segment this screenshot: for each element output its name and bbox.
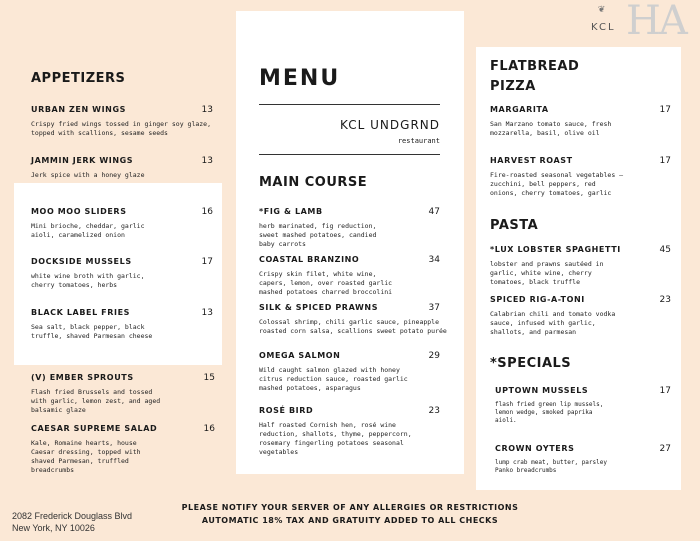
menu-item	[495, 386, 671, 425]
item-price: 13	[201, 156, 213, 166]
item-desc: lump crab meat, butter, parsley Panko breadcrumbs	[495, 459, 607, 474]
item-price: 13	[201, 105, 213, 115]
item-desc: white wine broth with garlic, cherry tomatoes, herbs	[31, 272, 145, 289]
item-price: 17	[659, 105, 671, 115]
item-desc: Colossal shrimp, chili garlic sauce, pineapple roasted corn salsa, scallions sweet potato purée	[259, 318, 447, 335]
address-line-2: New York, NY 10026	[12, 523, 95, 533]
address-line-1: 2082 Frederick Douglass Blvd	[12, 511, 133, 521]
item-price: 29	[428, 351, 440, 361]
item-name: (V) EMBER SPROUTS	[31, 373, 134, 382]
menu-item	[495, 444, 671, 475]
item-desc: Mini brioche, cheddar, garlic aioli, caramelized onion	[31, 222, 145, 239]
divider-bottom	[259, 154, 440, 155]
menu-item	[490, 295, 671, 337]
restaurant-sub: restaurant	[397, 137, 440, 145]
menu-item	[31, 308, 213, 341]
item-desc: Half roasted Cornish hen, rosé wine reduction, shallots, thyme, peppercorn, rosemary fingerling potatoes seasonal vegetables	[259, 421, 412, 456]
item-price: 16	[203, 424, 215, 434]
item-desc: Calabrian chili and tomato vodka sauce, infused with garlic, shallots, and parmesan	[490, 310, 616, 336]
item-desc: flash fried green lip mussels, lemon wedge, smoked paprika aioli.	[495, 401, 604, 424]
item-name: *LUX LOBSTER SPAGHETTI	[490, 245, 621, 254]
item-desc: Fire-roasted seasonal vegetables —zucchini, bell peppers, red onions, cherry tomatoes, garlic	[490, 171, 624, 197]
item-name: BLACK LABEL FRIES	[31, 308, 131, 317]
menu-item	[259, 406, 440, 457]
item-name: ROSÉ BIRD	[259, 406, 314, 415]
restaurant-name: KCL UNDGRND	[340, 118, 440, 132]
item-desc: Jerk spice with a honey glaze	[31, 171, 145, 179]
menu-item	[490, 105, 671, 138]
item-name: UPTOWN MUSSELS	[495, 386, 589, 395]
item-price: 13	[201, 308, 213, 318]
menu-item	[259, 255, 440, 297]
item-name: SPICED RIG-A-TONI	[490, 295, 585, 304]
item-name: SILK & SPICED PRAWNS	[259, 303, 379, 312]
divider-top	[259, 104, 440, 105]
item-desc: lobster and prawns sautéed in garlic, white wine, cherry tomatoes, black truffle	[490, 260, 604, 286]
logo-text: KCL	[591, 22, 616, 33]
menu-item	[490, 245, 671, 287]
item-price: 47	[428, 207, 440, 217]
item-price: 17	[201, 257, 213, 267]
item-name: DOCKSIDE MUSSELS	[31, 257, 132, 266]
menu-item	[490, 156, 671, 198]
flatbread-title: FLATBREAD	[490, 59, 580, 74]
allergy-notice: PLEASE NOTIFY YOUR SERVER OF ANY ALLERGIES OR RESTRICTIONS	[181, 503, 519, 512]
menu-title: MENU	[259, 66, 341, 91]
logo	[588, 2, 698, 42]
item-desc: Flash fried Brussels and tossed with garlic, lemon zest, and aged balsamic glaze	[31, 388, 161, 414]
item-price: 37	[428, 303, 440, 313]
menu-item	[31, 156, 213, 180]
item-desc: Wild caught salmon glazed with honey citrus reduction sauce, roasted garlic mashed potatoes, asparagus	[259, 366, 408, 392]
item-desc: San Marzano tomato sauce, fresh mozzarella, basil, olive oil	[490, 120, 612, 137]
item-name: MOO MOO SLIDERS	[31, 207, 127, 216]
item-price: 23	[428, 406, 440, 416]
item-name: CROWN OYTERS	[495, 444, 575, 453]
item-price: 45	[659, 245, 671, 255]
flower-icon: ❦	[598, 2, 605, 15]
item-price: 23	[659, 295, 671, 305]
main-course-title: MAIN COURSE	[259, 175, 368, 190]
item-price: 16	[201, 207, 213, 217]
item-name: HARVEST ROAST	[490, 156, 573, 165]
item-name: MARGARITA	[490, 105, 549, 114]
item-name: CAESAR SUPREME SALAD	[31, 424, 158, 433]
menu-item	[31, 373, 215, 415]
item-price: 17	[659, 156, 671, 166]
item-price: 34	[428, 255, 440, 265]
appetizers-title: APPETIZERS	[31, 71, 126, 86]
item-name: COASTAL BRANZINO	[259, 255, 360, 264]
item-desc: Kale, Romaine hearts, house Caesar dressing, topped with shaved Parmesan, truffled breadcrumbs	[31, 439, 141, 474]
menu-item	[259, 207, 440, 249]
item-name: JAMMIN JERK WINGS	[31, 156, 134, 165]
menu-item	[31, 424, 215, 475]
item-name: OMEGA SALMON	[259, 351, 341, 360]
item-desc: Sea salt, black pepper, black truffle, shaved Parmesan cheese	[31, 323, 153, 340]
item-name: *FIG & LAMB	[259, 207, 323, 216]
item-desc: Crispy fried wings tossed in ginger soy glaze, topped with scallions, sesame seeds	[31, 120, 212, 137]
menu-item	[31, 207, 213, 240]
gratuity-notice: AUTOMATIC 18% TAX AND GRATUITY ADDED TO ALL CHECKS	[201, 516, 499, 525]
item-desc: Crispy skin filet, white wine, capers, lemon, over roasted garlic mashed potatoes charred broccolini	[259, 270, 393, 296]
logo-monogram: HA	[626, 0, 686, 44]
menu-item	[259, 351, 440, 393]
menu-item	[31, 105, 213, 138]
item-price: 15	[203, 373, 215, 383]
specials-title: *SPECIALS	[490, 356, 572, 371]
item-price: 17	[659, 386, 671, 396]
menu-item	[31, 257, 213, 290]
pizza-title: PIZZA	[490, 79, 536, 94]
pasta-title: PASTA	[490, 218, 539, 233]
menu-item	[259, 303, 447, 336]
item-name: URBAN ZEN WINGS	[31, 105, 126, 114]
item-desc: herb marinated, fig reduction, sweet mashed potatoes, candied baby carrots	[259, 222, 377, 248]
item-price: 27	[659, 444, 671, 454]
